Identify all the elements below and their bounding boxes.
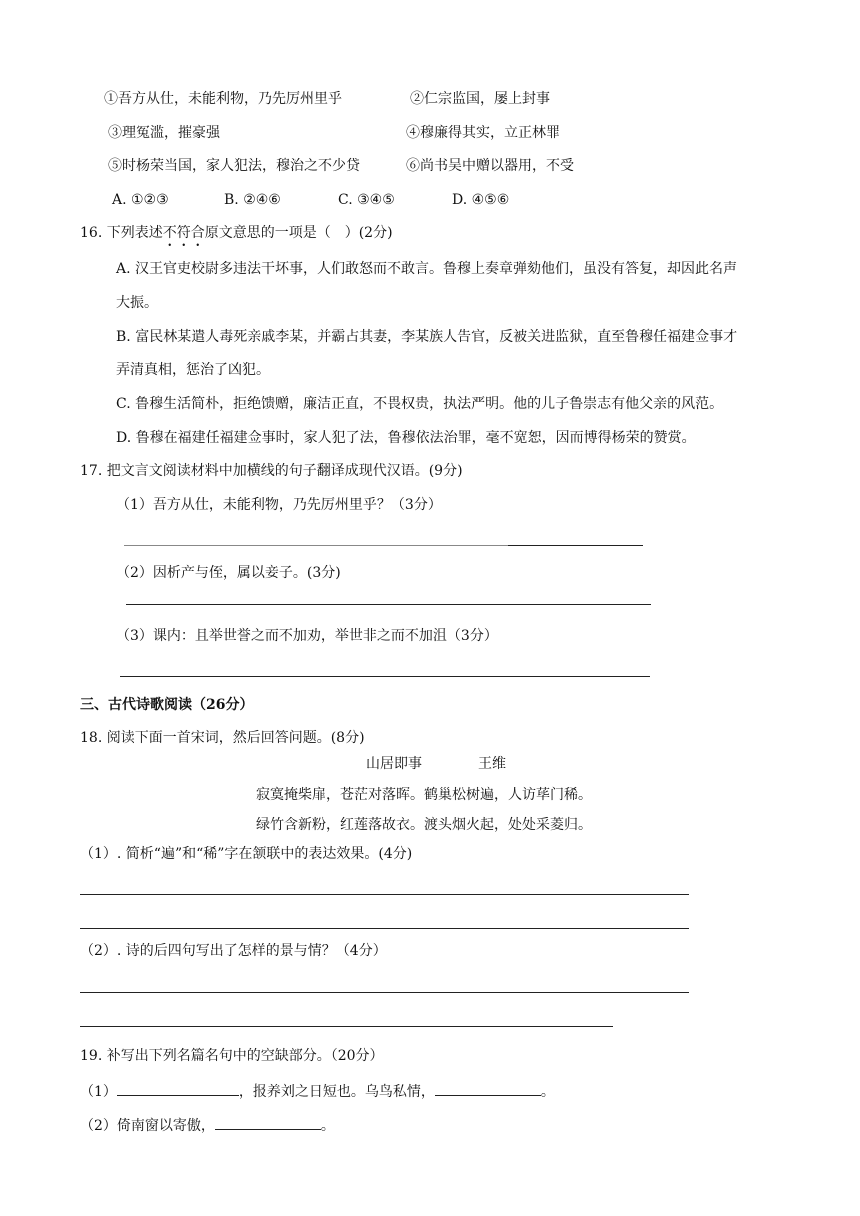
q15-choice-c: C. ③④⑤ [338, 192, 395, 208]
q18-stem: 18. 阅读下面一首宋词，然后回答问题。(8分) [80, 730, 365, 746]
q19-stem: 19. 补写出下列名篇名句中的空缺部分。（20分） [80, 1048, 384, 1064]
q19-item-1 [80, 1081, 555, 1101]
q17-sentence-2: （2）因析产与侄，属以妾子。(3分) [116, 565, 341, 581]
q17-answer-line-1b [508, 545, 643, 546]
q16-option-a-line2: 大振。 [116, 295, 158, 311]
q18-answer-line-1 [80, 894, 689, 895]
q18-subquestion-2: （2）. 诗的后四句写出了怎样的景与情？（4分） [80, 943, 387, 959]
q17-answer-line-2 [126, 604, 651, 605]
q15-option-1: ①吾方从仕，未能利物，乃先厉州里乎 [104, 91, 342, 107]
q17-answer-line-3 [120, 676, 650, 677]
q16-emphasis-char: 不 [162, 225, 177, 241]
q18-subquestion-1: （1）. 简析“遍”和“稀”字在颔联中的表达效果。(4分) [80, 846, 413, 862]
q17-sentence-1: （1）吾方从仕，未能利物，乃先厉州里乎？（3分） [116, 497, 442, 513]
q16-option-a-line1: A. 汉王官吏校尉多违法干坏事，人们敢怒而不敢言。鲁穆上奏章弹劾他们，虽没有答复，却因此名声 [116, 261, 738, 277]
q19-item-1-number: （1） [80, 1084, 117, 1100]
q16-option-c: C. 鲁穆生活简朴，拒绝馈赠，廉洁正直，不畏权贵，执法严明。他的儿子鲁崇志有他父亲的风范。 [116, 396, 724, 412]
q15-choice-b: B. ②④⑥ [224, 192, 281, 208]
q15-option-3: ③理冤滥，摧豪强 [108, 125, 220, 141]
q18-answer-line-2 [80, 928, 689, 929]
q19-item-1-end: 。 [540, 1084, 555, 1100]
q15-option-4: ④穆廉得其实，立正林罪 [406, 125, 560, 141]
fill-blank[interactable] [435, 1081, 541, 1096]
poem-line-1: 寂寞掩柴扉，苍茫对落晖。鹤巢松树遍，人访荜门稀。 [256, 787, 592, 803]
q18-answer-line-4 [80, 1026, 613, 1027]
q16-emphasis-char: 符 [176, 225, 191, 241]
q16-option-b-line1: B. 富民林某遣人毒死亲戚李某，并霸占其妻，李某族人告官，反被关进监狱，直至鲁穆任福建佥事才 [116, 329, 738, 345]
q16-option-d: D. 鲁穆在福建任福建佥事时，家人犯了法，鲁穆依法治罪，毫不宽恕，因而博得杨荣的赞赏。 [116, 430, 696, 446]
q17-stem: 17. 把文言文阅读材料中加横线的句子翻译成现代汉语。(9分) [80, 463, 463, 479]
q18-answer-line-3 [80, 992, 689, 993]
poem-line-2: 绿竹含新粉，红莲落故衣。渡头烟火起，处处采菱归。 [256, 817, 592, 833]
q16-emphasis-char: 合 [190, 225, 205, 241]
fill-blank[interactable] [117, 1081, 239, 1096]
q16-option-b-line2: 弄清真相，惩治了凶犯。 [116, 362, 270, 378]
q17-sentence-3: （3）课内：且举世誉之而不加劝，举世非之而不加沮（3分） [116, 628, 498, 644]
fill-blank[interactable] [215, 1115, 321, 1130]
q15-option-2: ②仁宗监国，屡上封事 [410, 91, 550, 107]
q15-choice-a: A. ①②③ [112, 192, 169, 208]
section-heading: 三、古代诗歌阅读（26分） [80, 697, 254, 713]
q17-answer-line-1a [124, 545, 508, 546]
q19-item-2 [80, 1115, 335, 1135]
q19-item-1-text: ，报养刘之日短也。乌鸟私情， [238, 1084, 435, 1100]
q15-option-6: ⑥尚书吴中赠以器用，不受 [406, 158, 574, 174]
q15-choice-d: D. ④⑤⑥ [452, 192, 510, 208]
q16-stem-before: 16. 下列表述 [80, 225, 163, 241]
q19-item-2-text: （2）倚南窗以寄傲， [80, 1118, 215, 1134]
poem-title: 山居即事 [366, 756, 422, 772]
q19-item-2-end: 。 [320, 1118, 335, 1134]
poem-author: 王维 [478, 756, 506, 772]
q15-option-5: ⑤时杨荣当国，家人犯法，穆治之不少贷 [108, 158, 360, 174]
q16-stem-after: 原文意思的一项是（ ）(2分) [204, 225, 393, 241]
q16-stem [80, 224, 393, 242]
